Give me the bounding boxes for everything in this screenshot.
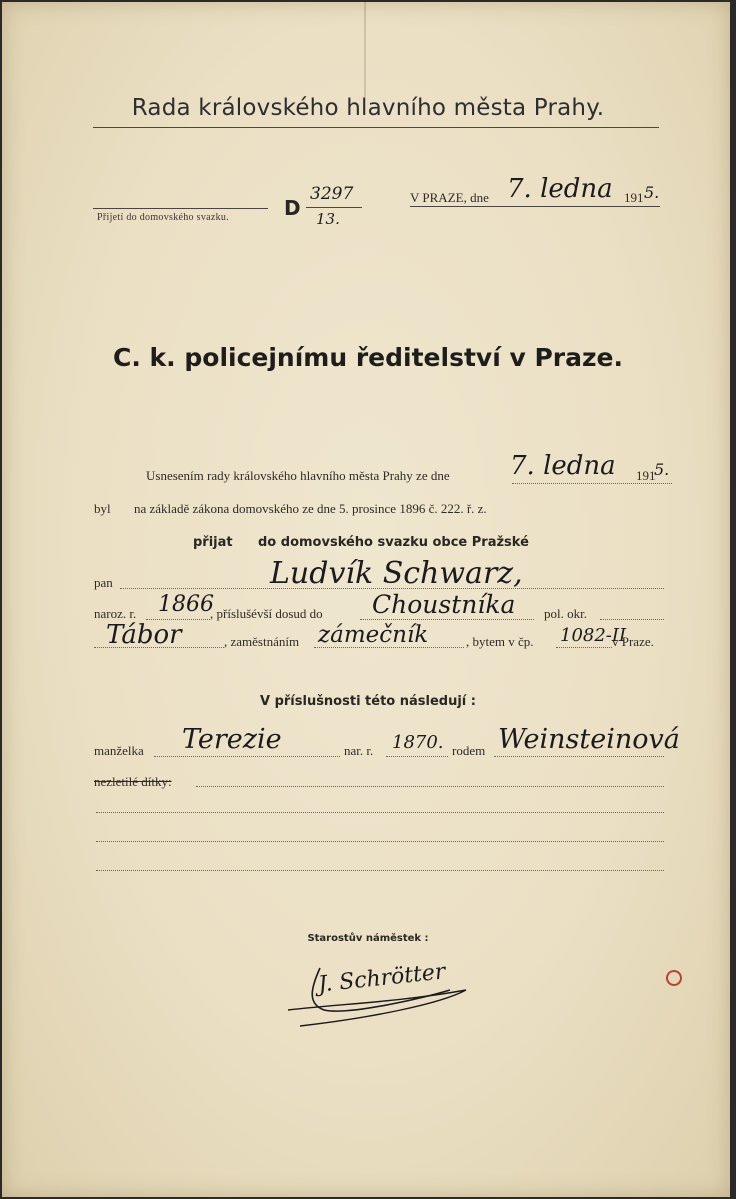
wife-born-line xyxy=(386,756,448,757)
district-label: pol. okr. xyxy=(544,606,587,621)
wife-born-label: nar. r. xyxy=(344,743,374,758)
reference-number-sub: 13. xyxy=(316,210,340,228)
signature-label: Starostův náměstek : xyxy=(307,933,429,944)
birth-year: 1866 xyxy=(158,592,214,617)
wife-name: Terezie xyxy=(182,724,282,755)
occupation-label: , zaměstnáním xyxy=(224,634,300,649)
residence-line xyxy=(556,647,612,648)
wife-maiden-label: rodem xyxy=(452,743,486,758)
wife-born-year: 1870. xyxy=(392,732,444,753)
children-line-3 xyxy=(96,841,664,842)
children-line-4 xyxy=(96,870,664,871)
children-line-1 xyxy=(196,786,664,787)
occupation: zámečník xyxy=(318,622,429,648)
date-rule xyxy=(410,206,660,207)
wife-name-line xyxy=(154,756,340,757)
d-prefix: D xyxy=(284,196,301,220)
residence-number: 1082-II xyxy=(560,625,627,646)
accepted-word: přijat xyxy=(193,535,233,550)
reference-year-suffix: 5. xyxy=(644,183,660,202)
resolution-byl: byl xyxy=(94,501,111,516)
belonging-label: , příslušévší dosud do xyxy=(210,606,323,621)
residence-label: , bytem v čp. xyxy=(466,634,534,649)
prijeti-label: Přijetí do domovského svazku. xyxy=(97,212,230,223)
reference-year-prefix: 191 xyxy=(624,190,644,205)
resolution-year-prefix: 191 xyxy=(636,468,656,483)
place-label: V PRAZE, dne xyxy=(410,190,489,205)
prijeti-rule xyxy=(93,208,268,209)
birth-label: naroz. r. xyxy=(94,606,137,621)
reference-fraction-line xyxy=(306,207,362,208)
district: Tábor xyxy=(106,620,182,650)
belonging-place: Choustníka xyxy=(372,590,516,619)
reference-date: 7. ledna xyxy=(507,174,613,204)
residence-city: v Praze. xyxy=(612,634,654,649)
council-header: Rada královského hlavního města Prahy. xyxy=(131,95,605,121)
resolution-date: 7. ledna xyxy=(510,451,616,481)
children-line-2 xyxy=(96,812,664,813)
district-tail-line xyxy=(600,619,664,620)
resolution-prefix: Usnesením rady královského hlavního města Prahy ze dne xyxy=(146,468,450,483)
accepted-rest: do domovského svazku obce Pražské xyxy=(258,535,529,550)
signature-name: J. Schrötter xyxy=(317,959,447,998)
paper-fold xyxy=(364,2,366,97)
header-rule xyxy=(93,127,659,128)
wife-maiden-name: Weinsteinová xyxy=(498,724,680,755)
belonging-line xyxy=(360,619,534,620)
signature-flourish xyxy=(280,960,480,1030)
addressee-title: C. k. policejnímu ředitelství v Praze. xyxy=(113,343,623,372)
resolution-date-line xyxy=(512,483,672,484)
children-label: nezletilé dítky: xyxy=(94,774,172,789)
resolution-year-suffix: 5. xyxy=(654,460,670,479)
pan-label: pan xyxy=(94,575,113,590)
followers-heading: V příslušnosti této následují : xyxy=(259,694,476,709)
person-name: Ludvík Schwarz, xyxy=(270,556,523,591)
reference-number: 3297 xyxy=(310,184,354,204)
resolution-law: na základě zákona domovského ze dne 5. prosince 1896 č. 222. ř. z. xyxy=(134,501,487,516)
wife-maiden-line xyxy=(494,756,664,757)
wife-label: manželka xyxy=(94,743,144,758)
